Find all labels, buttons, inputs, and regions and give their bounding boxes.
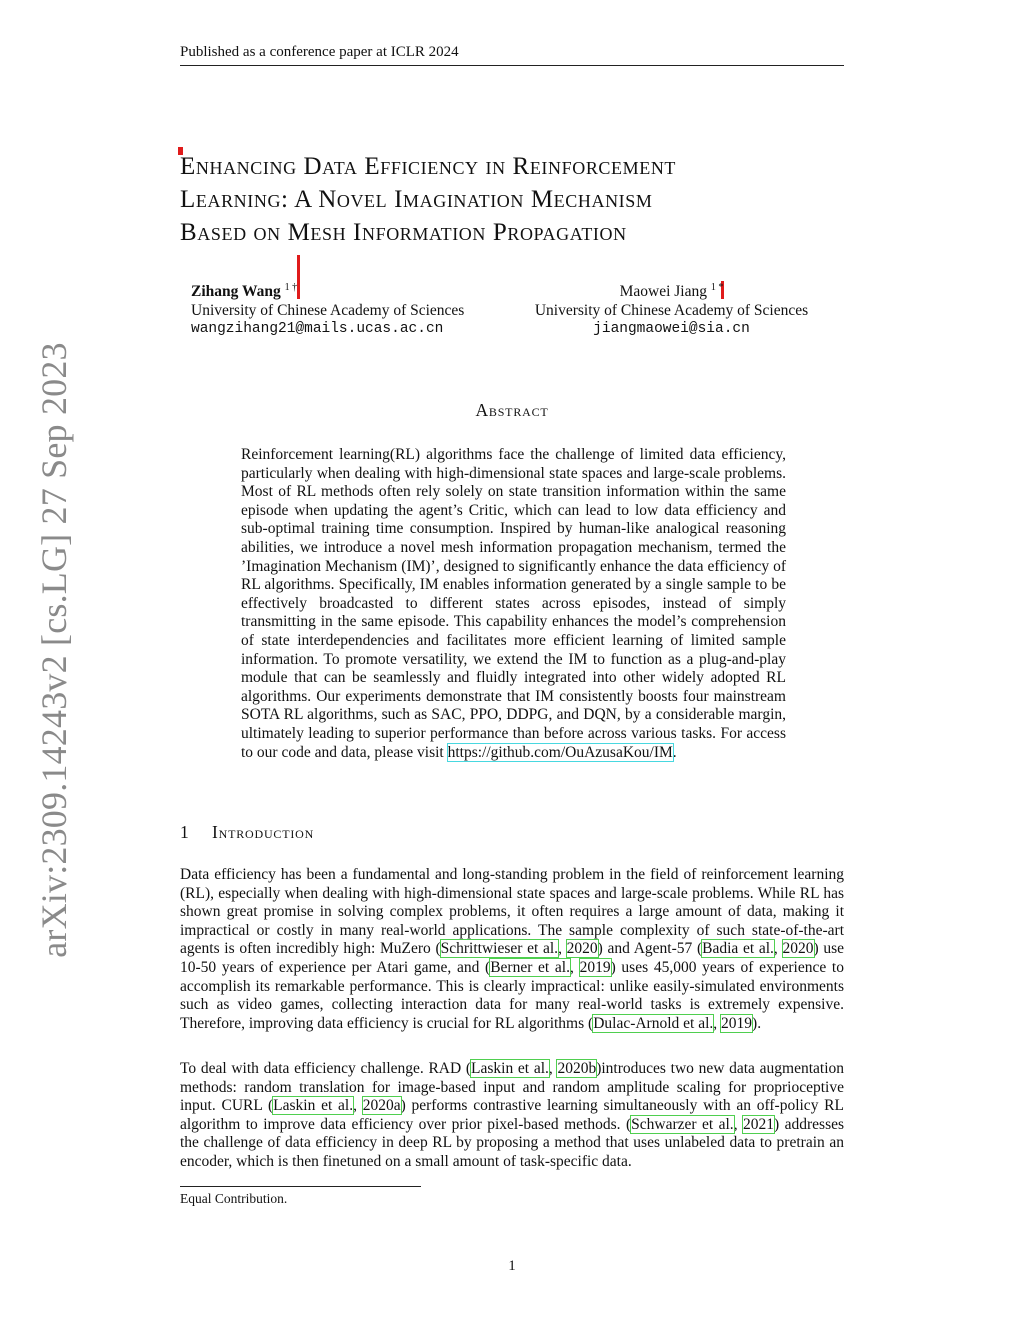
title-line-2: Learning: A Novel Imagination Mechanism xyxy=(180,186,653,213)
section-number: 1 xyxy=(180,822,189,842)
abstract-body xyxy=(241,446,786,762)
section-heading-introduction xyxy=(180,822,314,843)
author-block-1 xyxy=(191,278,464,339)
citation-year-link[interactable]: 2019 xyxy=(721,1014,753,1032)
footnote: Equal Contribution. xyxy=(180,1191,288,1206)
author-name: Maowei Jiang xyxy=(619,283,707,301)
paragraph-text: ) performs contrastive learning simultaneously with an off-policy RL algorithm to improve data efficiency over prior pixel-based methods. ( xyxy=(180,1097,844,1133)
citation-separator: , xyxy=(548,1060,558,1077)
citation-link[interactable]: Schrittwieser et al. xyxy=(440,940,559,958)
paragraph-text: ) addresses the challenge of data efficiency in deep RL by proposing a method that uses unlabeled data to pretrain an encoder, which is then finetuned on a small amount of task-specific data. xyxy=(180,1115,845,1170)
paragraph-text: ) uses 45,000 years of experience to accomplish its remarkable performance. This is clearly impractical: unlike easily-simulated environments such as video games, collecting interaction data for many real-world tasks is extremely expensive. Therefore, improving data efficiency is crucial for RL algorithms ( xyxy=(180,958,844,1032)
abstract-text-end: . xyxy=(672,743,677,761)
author-email[interactable]: jiangmaowei@sia.cn xyxy=(593,321,750,338)
citation-separator: , xyxy=(353,1097,363,1115)
code-link[interactable]: https://github.com/OuAzusaKou/IM xyxy=(447,743,673,761)
citation-link[interactable]: Badia et al. xyxy=(702,940,774,958)
citation-link[interactable]: Berner et al. xyxy=(490,958,570,976)
section-title: Introduction xyxy=(212,822,315,842)
author-name: Zihang Wang xyxy=(191,283,281,301)
citation-separator: , xyxy=(733,1115,744,1133)
paper-title xyxy=(180,150,844,249)
paragraph-text: ) and Agent-57 ( xyxy=(597,940,703,958)
citation-year-link[interactable]: 2020 xyxy=(782,940,814,958)
paragraph-text: Data efficiency has been a fundamental and long-standing problem in the field of reinforcement learning (RL), especially when dealing with high-dimensional state spaces and large-scale problems. While RL has shown great promise in solving complex problems, it often requires a large amount of data, making it impractical or costly in many real-world applications. The sample complexity of such state-of-the-art agents is often incredibly high: MuZero ( xyxy=(180,866,844,958)
paragraph-text: ) use 10-50 years of experience per Atari game, and ( xyxy=(180,940,845,976)
abstract-heading: Abstract xyxy=(475,400,549,420)
paragraph-text: To deal with data efficiency challenge. RAD ( xyxy=(180,1060,472,1077)
author-affiliation: University of Chinese Academy of Sciences xyxy=(191,302,465,320)
citation-link[interactable]: Schwarzer et al. xyxy=(631,1115,734,1133)
intro-paragraph-1 xyxy=(180,866,844,1033)
citation-year-link[interactable]: 2021 xyxy=(743,1115,775,1133)
citation-separator: , xyxy=(570,958,580,976)
citation-year-link[interactable]: 2020b xyxy=(557,1060,597,1077)
title-line-3: Based on Mesh Information Propagation xyxy=(180,219,627,246)
author-block-2 xyxy=(520,278,823,339)
title-line-1: Enhancing Data Efficiency in Reinforcement xyxy=(180,153,677,180)
citation-separator: , xyxy=(713,1014,722,1032)
paragraph-text: ). xyxy=(752,1014,762,1032)
author-mark: 1 * xyxy=(710,282,724,293)
paragraph-text: )introduces two new data augmentation methods: random translation for image-based input and random amplitude scaling for proprioceptive input. CURL ( xyxy=(180,1060,844,1115)
abstract-text: Reinforcement learning(RL) algorithms face the challenge of limited data efficiency, particularly when dealing with high-dimensional state spaces and large-scale problems. Most of RL methods often rely solely on state transition information within the same episode when updating the agent’s Critic, which can lead to low data efficiency and sub-optimal training time consumption. Inspired by human-like analogical reasoning abilities, we introduce a novel mesh information propagation mechanism, termed the ’Imagination Mechanism (IM)’, designed to significantly enhance the data efficiency of RL algorithms. Specifically, IM enables information generated by a single sample to be effectively broadcasted to different states across episodes, instead of simply transmitting in the same episode. This capability enhances the model’s comprehension of state interdependencies and facilitates more efficient learning of limited sample information. To promote versatility, we extend the IM to function as a plug-and-play module that can be seamlessly and fluidly integrated into other widely adopted RL algorithms. Our experiments demonstrate that IM consistently boosts four mainstream SOTA RL algorithms, such as SAC, PPO, DDPG, and DQN, by a considerable margin, ultimately leading to superior performance than before across various tasks. For access to our code and data, please visit xyxy=(241,446,786,761)
arxiv-identifier[interactable]: arXiv:2309.14243v2 [cs.LG] 27 Sep 2023 xyxy=(34,342,74,958)
citation-year-link[interactable]: 2020 xyxy=(566,940,598,958)
citation-year-link[interactable]: 2019 xyxy=(579,958,611,976)
arxiv-sidebar xyxy=(0,0,80,1325)
footnote-rule xyxy=(180,1186,421,1187)
author-mark: 1 † xyxy=(284,282,298,293)
citation-year-link[interactable]: 2020a xyxy=(362,1097,401,1115)
page-number: 1 xyxy=(508,1258,516,1274)
citation-separator: , xyxy=(558,940,567,958)
citation-link[interactable]: Laskin et al. xyxy=(273,1097,354,1115)
author-email[interactable]: wangzihang21@mails.ucas.ac.cn xyxy=(191,321,444,338)
citation-link[interactable]: Dulac-Arnold et al. xyxy=(593,1014,714,1032)
citation-link[interactable]: Laskin et al. xyxy=(471,1060,549,1077)
intro-paragraph-2 xyxy=(180,1060,844,1172)
running-head: Published as a conference paper at ICLR 2024 xyxy=(180,44,844,66)
author-affiliation: University of Chinese Academy of Sciences xyxy=(534,302,809,320)
citation-separator: , xyxy=(773,940,783,958)
